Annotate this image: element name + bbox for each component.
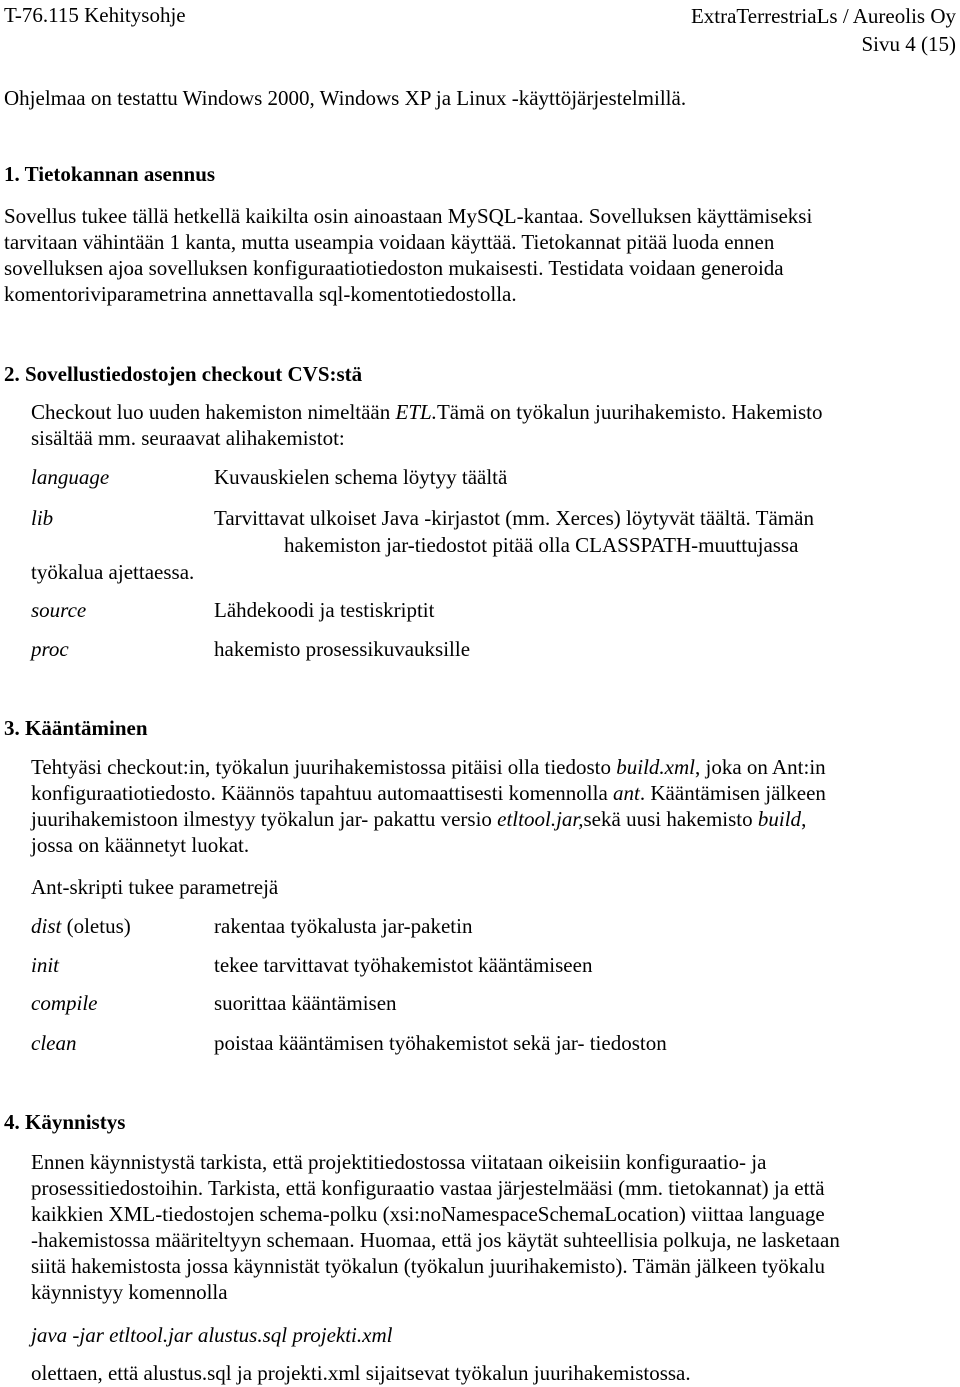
section-1-line: komentoriviparametrina annettavalla sql-komentotiedostolla. bbox=[4, 282, 517, 306]
header-right bbox=[691, 2, 956, 58]
section-3-line: konfiguraatiotiedosto. Käännös tapahtuu automaattisesti komennolla ant. Kääntämisen jälkeen bbox=[31, 781, 826, 805]
param-term-clean: clean bbox=[31, 1031, 77, 1055]
dir-desc-proc: hakemisto prosessikuvauksille bbox=[214, 637, 471, 661]
section-4-line: käynnistyy komennolla bbox=[31, 1280, 228, 1304]
param-desc-compile: suorittaa kääntämisen bbox=[214, 991, 397, 1015]
section-1-line: sovelluksen ajoa sovelluksen konfiguraatiotiedoston mukaisesti. Testidata voidaan generoida bbox=[4, 256, 784, 280]
section-3-line: Tehtyäsi checkout:in, työkalun juurihakemistossa pitäisi olla tiedosto build.xml, joka on Ant:in bbox=[31, 755, 826, 779]
build-xml-filename: build.xml bbox=[616, 755, 696, 779]
param-term-dist: dist (oletus) bbox=[31, 914, 131, 938]
ant-command: ant bbox=[613, 781, 640, 805]
header-course: T-76.115 Kehitysohje bbox=[4, 3, 186, 27]
header-company: ExtraTerrestriaLs / Aureolis Oy bbox=[690, 4, 956, 28]
dir-desc-source: Lähdekoodi ja testiskriptit bbox=[214, 598, 435, 622]
dir-desc-lib-1: Tarvittavat ulkoiset Java -kirjastot (mm. Xerces) löytyvät täältä. Tämän bbox=[214, 506, 814, 530]
section-4-line: kaikkien XML-tiedostojen schema-polku (xsi:noNamespaceSchemaLocation) viittaa language bbox=[31, 1202, 825, 1226]
section-4-line: siitä hakemistosta jossa käynnistät työkalun (työkalun juurihakemisto). Tämän jälkeen työkalu bbox=[31, 1254, 825, 1278]
section-1-line: tarvitaan vähintään 1 kanta, mutta useampia voidaan käyttää. Tietokannat pitää luoda ennen bbox=[4, 230, 775, 254]
section-1-body bbox=[4, 203, 812, 307]
section-3-line: jossa on käännetyt luokat. bbox=[31, 833, 250, 857]
section-3-title: 3. Kääntäminen bbox=[4, 716, 148, 740]
section-4-title: 4. Käynnistys bbox=[4, 1110, 126, 1134]
dir-term-source: source bbox=[31, 598, 87, 622]
section-1-title: 1. Tietokannan asennus bbox=[4, 162, 216, 186]
ant-params-intro: Ant-skripti tukee parametrejä bbox=[31, 875, 279, 899]
dir-desc-lib-3: työkalua ajettaessa. bbox=[31, 560, 195, 584]
build-directory-name: build bbox=[757, 807, 802, 831]
section-1-line: Sovellus tukee tällä hetkellä kaikilta osin ainoastaan MySQL-kantaa. Sovelluksen käyttämiseksi bbox=[4, 204, 813, 228]
dir-desc-language: Kuvauskielen schema löytyy täältä bbox=[214, 465, 508, 489]
dir-term-language: language bbox=[31, 465, 110, 489]
param-term-compile: compile bbox=[31, 991, 98, 1015]
param-desc-dist: rakentaa työkalusta jar-paketin bbox=[214, 914, 473, 938]
section-2-line: sisältää mm. seuraavat alihakemistot: bbox=[31, 426, 345, 450]
dir-desc-lib-2: hakemiston jar-tiedostot pitää olla CLASSPATH-muuttujassa bbox=[284, 533, 799, 557]
section-3-body bbox=[31, 754, 826, 858]
param-term-init: init bbox=[31, 953, 60, 977]
run-command: java -jar etltool.jar alustus.sql projekti.xml bbox=[31, 1323, 393, 1347]
section-4-line: prosessitiedostoihin. Tarkista, että konfiguraatio vastaa järjestelmääsi (mm. tietokannat) ja että bbox=[31, 1176, 825, 1200]
dir-term-lib: lib bbox=[31, 506, 54, 530]
section-4-body bbox=[31, 1149, 840, 1305]
section-3-line: juurihakemistoon ilmestyy työkalun jar- pakattu versio etltool.jar,sekä uusi hakemisto build, bbox=[31, 807, 807, 831]
etltool-jar-filename: etltool.jar, bbox=[497, 807, 584, 831]
section-4-line: -hakemistossa määriteltyyn schemaan. Huomaa, että jos käytät suhteellisia polkuja, ne lasketaan bbox=[31, 1228, 840, 1252]
dir-term-proc: proc bbox=[31, 637, 69, 661]
param-desc-clean: poistaa kääntämisen työhakemistot sekä jar- tiedoston bbox=[214, 1031, 667, 1055]
header-page-number: Sivu 4 (15) bbox=[861, 32, 956, 56]
param-desc-init: tekee tarvittavat työhakemistot kääntämiseen bbox=[214, 953, 593, 977]
section-2-intro bbox=[31, 399, 822, 451]
section-4-outro: olettaen, että alustus.sql ja projekti.xml sijaitsevat työkalun juurihakemistossa. bbox=[31, 1361, 691, 1385]
section-4-line: Ennen käynnistystä tarkista, että projektitiedostossa viitataan oikeisiin konfiguraatio- ja bbox=[31, 1150, 767, 1174]
section-2-line: Checkout luo uuden hakemiston nimeltään ETL.Tämä on työkalun juurihakemisto. Hakemisto bbox=[31, 400, 823, 424]
etl-directory-name: ETL. bbox=[395, 400, 437, 424]
intro-text: Ohjelmaa on testattu Windows 2000, Windows XP ja Linux -käyttöjärjestelmillä. bbox=[4, 86, 687, 110]
section-2-title: 2. Sovellustiedostojen checkout CVS:stä bbox=[4, 362, 363, 386]
